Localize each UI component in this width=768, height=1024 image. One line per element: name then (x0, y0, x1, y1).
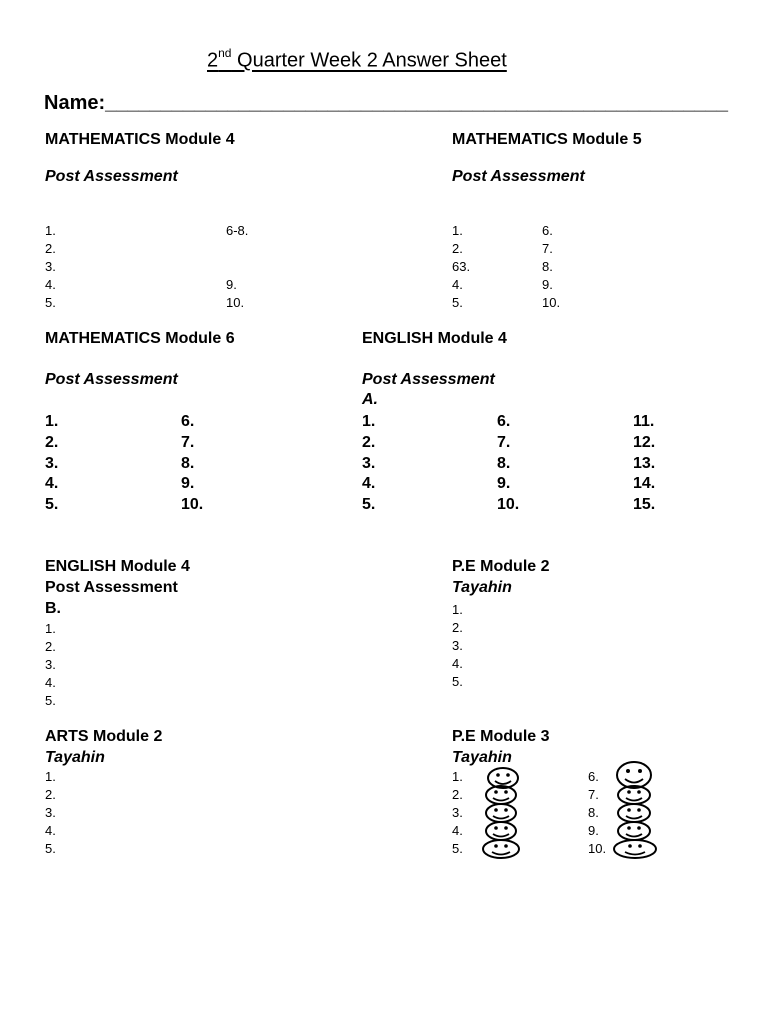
list-item: 1. (45, 621, 56, 636)
list-item: 9. (497, 475, 511, 493)
list-item: 4. (45, 277, 56, 292)
list-item: 3. (452, 638, 463, 653)
math4-subheading: Post Assessment (45, 168, 178, 185)
list-item: 5. (45, 841, 56, 856)
math6-numbers-col2 (181, 412, 203, 516)
list-item: 12. (633, 433, 656, 451)
list-item: 3. (45, 454, 59, 472)
list-item: 4. (45, 475, 59, 493)
list-item: 1. (45, 413, 59, 430)
list-item: 4. (452, 656, 463, 671)
list-item (226, 258, 248, 276)
pe3-subheading: Tayahin (452, 749, 512, 766)
list-item: 5. (452, 295, 463, 310)
eng4a-part-label: A. (362, 391, 378, 408)
list-item: 2. (452, 787, 463, 802)
list-item: 3. (45, 657, 56, 672)
math5-heading: MATHEMATICS Module 5 (452, 131, 642, 148)
eng4b-heading: ENGLISH Module 4 (45, 558, 190, 575)
pe2-heading: P.E Module 2 (452, 558, 550, 575)
math5-numbers-col2 (542, 222, 560, 312)
arts2-numbers-col1 (45, 768, 56, 858)
list-item: 4. (452, 823, 463, 838)
smiley-face-icon (481, 838, 521, 860)
eng4b-part-label: B. (45, 600, 61, 617)
eng4a-numbers-col2 (497, 412, 519, 516)
list-item: 3. (452, 805, 463, 820)
list-item: 4. (452, 277, 463, 292)
list-item: 7. (542, 241, 553, 256)
eng4a-subheading: Post Assessment (362, 371, 495, 388)
list-item: 5. (452, 674, 463, 689)
list-item: 1. (452, 769, 463, 784)
pe2-numbers-col1 (452, 601, 463, 691)
list-item: 2. (45, 639, 56, 654)
list-item: 2. (362, 433, 376, 451)
list-item: 9. (181, 475, 195, 493)
eng4a-numbers-col3 (633, 412, 655, 516)
title-number: 2 (207, 49, 219, 72)
list-item: 9. (226, 277, 237, 292)
list-item: 2. (452, 241, 463, 256)
title-superscript: nd (218, 46, 232, 60)
list-item: 10. (497, 496, 520, 514)
list-item: 9. (588, 823, 599, 838)
list-item (226, 240, 248, 258)
list-item: 2. (452, 620, 463, 635)
list-item: 8. (181, 454, 195, 472)
list-item: 4. (362, 475, 376, 493)
list-item: 10. (542, 295, 561, 310)
list-item: 6. (497, 413, 511, 430)
eng4b-numbers-col1 (45, 620, 56, 710)
list-item: 10. (226, 295, 245, 310)
list-item: 3. (362, 454, 376, 472)
pe3-heading: P.E Module 3 (452, 728, 550, 745)
list-item: 1. (452, 223, 463, 238)
list-item: 6. (588, 769, 599, 784)
list-item: 7. (181, 433, 195, 451)
pe3-numbers-col2 (588, 768, 606, 858)
arts2-subheading: Tayahin (45, 749, 105, 766)
list-item: 8. (542, 259, 553, 274)
math4-numbers-col1 (45, 222, 56, 312)
list-item: 5. (45, 693, 56, 708)
list-item: 11. (633, 413, 655, 430)
pe2-subheading: Tayahin (452, 579, 512, 596)
list-item: 5. (452, 841, 463, 856)
math6-subheading: Post Assessment (45, 371, 178, 388)
list-item: 7. (497, 433, 511, 451)
eng4a-numbers-col1 (362, 412, 375, 516)
pe3-numbers-col1 (452, 768, 463, 858)
list-item: 10. (588, 841, 607, 856)
list-item: 4. (45, 823, 56, 838)
list-item: 10. (181, 496, 204, 514)
title-text: Quarter Week 2 Answer Sheet (231, 49, 507, 72)
list-item: 2. (45, 433, 59, 451)
arts2-heading: ARTS Module 2 (45, 728, 163, 745)
eng4b-subheading: Post Assessment (45, 579, 178, 596)
list-item: 1. (45, 769, 56, 784)
list-item: 4. (45, 675, 56, 690)
list-item: 2. (45, 787, 56, 802)
math4-heading: MATHEMATICS Module 4 (45, 131, 235, 148)
list-item: 6-8. (226, 223, 249, 238)
list-item: 15. (633, 496, 656, 514)
list-item: 3. (45, 259, 56, 274)
list-item: 8. (588, 805, 599, 820)
list-item: 1. (362, 413, 376, 430)
page-title (207, 48, 507, 73)
list-item: 13. (633, 454, 656, 472)
math4-numbers-col2 (226, 222, 248, 312)
smiley-face-icon (612, 838, 658, 860)
list-item: 8. (497, 454, 511, 472)
math5-subheading: Post Assessment (452, 168, 585, 185)
list-item: 14. (633, 475, 656, 493)
list-item: 5. (45, 295, 56, 310)
list-item: 2. (45, 241, 56, 256)
math6-heading: MATHEMATICS Module 6 (45, 330, 235, 347)
list-item: 1. (452, 602, 463, 617)
list-item: 63. (452, 259, 471, 274)
eng4a-heading: ENGLISH Module 4 (362, 330, 507, 347)
list-item: 5. (45, 496, 59, 514)
math6-numbers-col1 (45, 412, 58, 516)
list-item: 1. (45, 223, 56, 238)
list-item: 3. (45, 805, 56, 820)
math5-numbers-col1 (452, 222, 470, 312)
list-item: 9. (542, 277, 553, 292)
list-item: 7. (588, 787, 599, 802)
list-item: 6. (181, 413, 195, 430)
list-item: 6. (542, 223, 553, 238)
list-item: 5. (362, 496, 376, 514)
name-field-label: Name:________________________________________________________ (44, 92, 729, 114)
